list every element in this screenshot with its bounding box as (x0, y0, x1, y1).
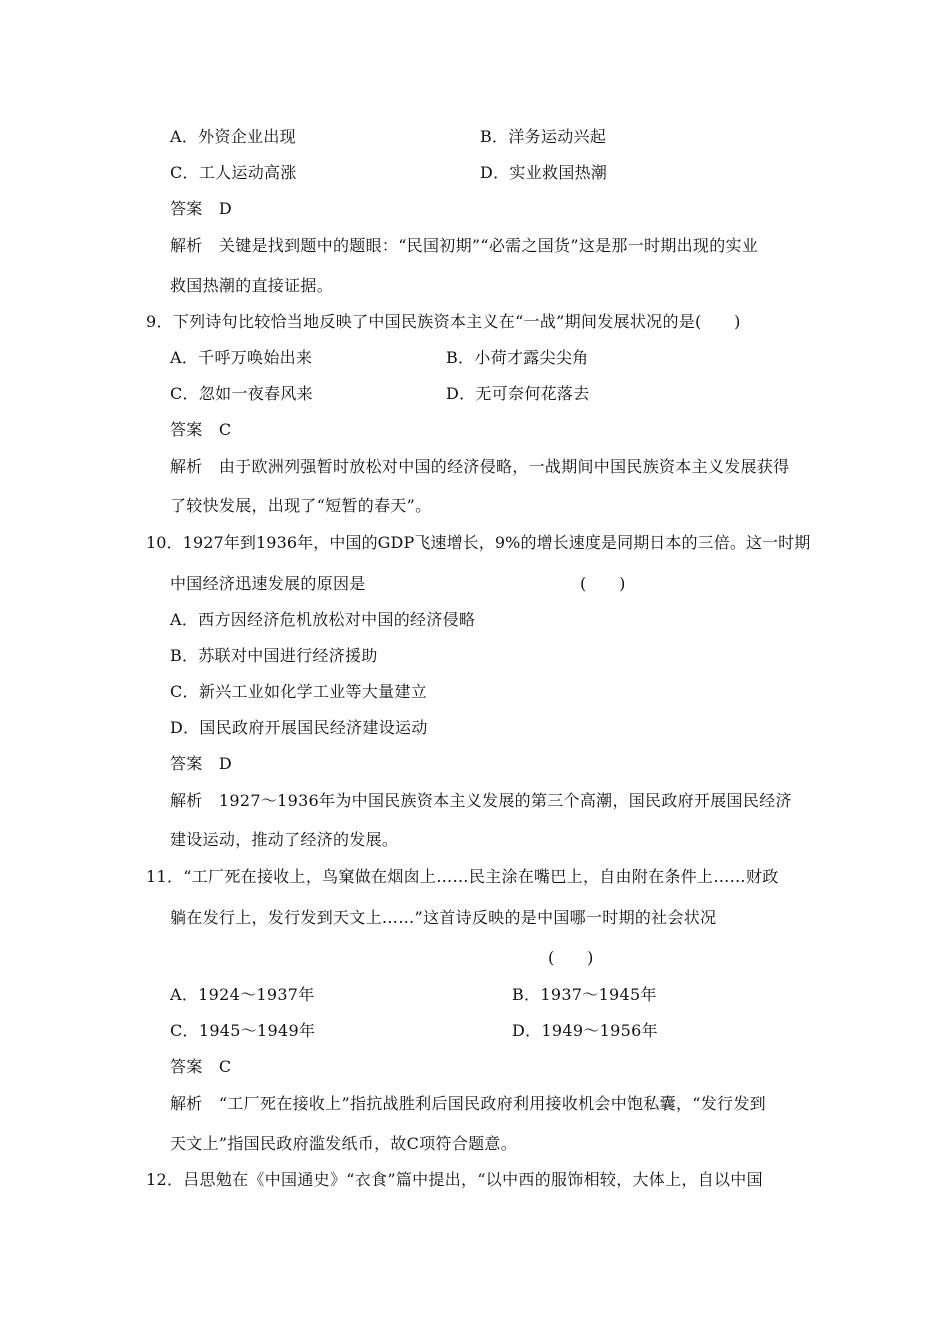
q9-option-b: B．小荷才露尖尖角 (446, 348, 589, 367)
q11-stem-line-1: 11．“工厂死在接收上，鸟窠做在烟囱上……民主涂在嘴巴上，自由附在条件上……财政 (146, 867, 779, 886)
q8-option-b: B．洋务运动兴起 (480, 127, 607, 146)
q11-answer-bracket: ( ) (548, 948, 594, 967)
q10-option-c: C．新兴工业如化学工业等大量建立 (170, 682, 428, 701)
q9-option-d: D．无可奈何花落去 (446, 384, 590, 403)
q9-analysis-line-1: 解析 由于欧洲列强暂时放松对中国的经济侵略，一战期间中国民族资本主义发展获得 (170, 457, 790, 476)
q8-option-a: A．外资企业出现 (170, 127, 296, 146)
q11-option-c: C．1945～1949年 (170, 1021, 316, 1040)
q10-analysis-line-1: 解析 1927～1936年为中国民族资本主义发展的第三个高潮，国民政府开展国民经济 (170, 791, 792, 810)
q11-option-d: D．1949～1956年 (512, 1021, 658, 1040)
q10-answer: 答案 D (170, 754, 233, 773)
q10-option-b: B．苏联对中国进行经济援助 (170, 646, 378, 665)
q9-answer: 答案 C (170, 420, 232, 439)
q11-analysis-line-1: 解析 “工厂死在接收上”指抗战胜利后国民政府利用接收机会中饱私囊，“发行发到 (170, 1094, 766, 1113)
q12-stem-line-1: 12．吕思勉在《中国通史》“衣食”篇中提出，“以中西的服饰相较，大体上，自以中国 (146, 1170, 763, 1189)
q8-analysis-line-2: 救国热潮的直接证据。 (170, 276, 334, 295)
q10-answer-bracket: ( ) (580, 574, 626, 593)
q11-option-b: B．1937～1945年 (512, 985, 657, 1004)
q10-stem-line-1: 10．1927年到1936年，中国的GDP飞速增长，9%的增长速度是同期日本的三倍。这一时期 (146, 533, 811, 552)
q10-option-d: D．国民政府开展国民经济建设运动 (170, 718, 428, 737)
q11-option-a: A．1924～1937年 (170, 985, 315, 1004)
q11-stem-line-2: 躺在发行上，发行发到天文上……”这首诗反映的是中国哪一时期的社会状况 (170, 908, 717, 927)
q10-option-a: A．西方因经济危机放松对中国的经济侵略 (170, 610, 476, 629)
q11-analysis-line-2: 天文上”指国民政府滥发纸币，故C项符合题意。 (170, 1134, 518, 1153)
q8-option-d: D．实业救国热潮 (480, 163, 608, 182)
q8-analysis-line-1: 解析 关键是找到题中的题眼：“民国初期”“必需之国货”这是那一时期出现的实业 (170, 236, 759, 255)
q9-analysis-line-2: 了较快发展，出现了“短暂的春天”。 (170, 496, 432, 515)
q8-option-c: C．工人运动高涨 (170, 163, 297, 182)
q11-answer: 答案 C (170, 1057, 232, 1076)
q8-answer: 答案 D (170, 199, 233, 218)
q9-option-c: C．忽如一夜春风来 (170, 384, 313, 403)
q10-analysis-line-2: 建设运动，推动了经济的发展。 (170, 830, 399, 849)
q10-stem-line-2: 中国经济迅速发展的原因是 (170, 574, 366, 593)
q9-option-a: A．千呼万唤始出来 (170, 348, 313, 367)
q9-stem: 9．下列诗句比较恰当地反映了中国民族资本主义在“一战”期间发展状况的是( ) (146, 312, 741, 331)
